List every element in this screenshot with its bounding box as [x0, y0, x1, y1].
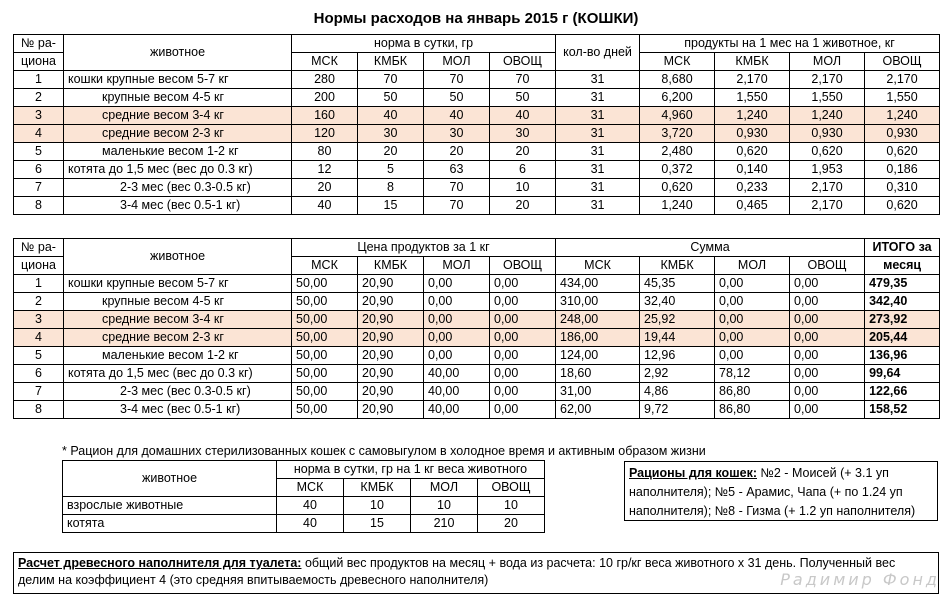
col-mol: МОЛ [790, 53, 865, 71]
price-value: 0,00 [424, 311, 490, 329]
col-kmbk: КМБК [344, 479, 411, 497]
animal-name: средние весом 3-4 кг [64, 311, 292, 329]
col-mol: МОЛ [424, 257, 490, 275]
norm-value: 160 [292, 107, 358, 125]
sum-value: 9,72 [640, 401, 715, 419]
sum-value: 0,00 [790, 293, 865, 311]
col-kmbk: КМБК [358, 53, 424, 71]
norm-value: 70 [358, 71, 424, 89]
header-norm-per-kg: норма в сутки, гр на 1 кг веса животного [277, 461, 545, 479]
norm-value: 20 [292, 179, 358, 197]
ration-number: 1 [14, 275, 64, 293]
days-value: 31 [556, 179, 640, 197]
norm-value: 70 [490, 71, 556, 89]
ration-number: 5 [14, 143, 64, 161]
total-value: 479,35 [865, 275, 940, 293]
sum-value: 62,00 [556, 401, 640, 419]
price-value: 20,90 [358, 293, 424, 311]
price-value: 50,00 [292, 311, 358, 329]
norm-per-kg-value: 10 [344, 497, 411, 515]
norm-value: 8 [358, 179, 424, 197]
norm-value: 63 [424, 161, 490, 179]
price-value: 50,00 [292, 383, 358, 401]
header-ration: № ра- [14, 35, 64, 53]
sum-value: 0,00 [790, 275, 865, 293]
col-mol: МОЛ [424, 53, 490, 71]
norm-value: 30 [358, 125, 424, 143]
header-ration: № ра- [14, 239, 64, 257]
price-value: 50,00 [292, 347, 358, 365]
month-value: 0,372 [640, 161, 715, 179]
table-row [14, 89, 940, 107]
norm-value: 12 [292, 161, 358, 179]
month-value: 2,480 [640, 143, 715, 161]
norm-value: 20 [358, 143, 424, 161]
month-value: 1,240 [865, 107, 940, 125]
month-value: 0,620 [865, 197, 940, 215]
month-value: 0,930 [865, 125, 940, 143]
ration-number: 4 [14, 125, 64, 143]
ration-number: 8 [14, 401, 64, 419]
month-value: 0,310 [865, 179, 940, 197]
sum-value: 86,80 [715, 383, 790, 401]
col-msk: МСК [292, 257, 358, 275]
footnote: * Рацион для домашних стерилизованных кошек с самовыгулом в холодное время и активным образом жизни [62, 444, 706, 458]
table-row [14, 383, 940, 401]
norm-value: 10 [490, 179, 556, 197]
norm-value: 70 [424, 197, 490, 215]
month-value: 0,930 [715, 125, 790, 143]
table-row [14, 125, 940, 143]
ration-number: 2 [14, 89, 64, 107]
sum-value: 18,60 [556, 365, 640, 383]
days-value: 31 [556, 107, 640, 125]
price-value: 0,00 [490, 401, 556, 419]
month-value: 2,170 [865, 71, 940, 89]
month-value: 0,930 [790, 125, 865, 143]
price-value: 0,00 [424, 293, 490, 311]
col-kmbk: КМБК [715, 53, 790, 71]
price-value: 50,00 [292, 275, 358, 293]
month-value: 1,240 [640, 197, 715, 215]
norm-per-kg-value: 10 [478, 497, 545, 515]
norm-value: 50 [490, 89, 556, 107]
animal-name: взрослые животные [63, 497, 277, 515]
sum-value: 0,00 [790, 401, 865, 419]
price-value: 0,00 [490, 293, 556, 311]
table-row [14, 401, 940, 419]
rations-label: Рационы для кошек: [629, 466, 757, 480]
price-value: 0,00 [490, 365, 556, 383]
price-value: 0,00 [490, 311, 556, 329]
cost-table [13, 238, 940, 419]
price-value: 20,90 [358, 275, 424, 293]
animal-name: котята до 1,5 мес (вес до 0.3 кг) [64, 365, 292, 383]
sum-value: 25,92 [640, 311, 715, 329]
month-value: 0,465 [715, 197, 790, 215]
sum-value: 0,00 [715, 275, 790, 293]
table-row [14, 293, 940, 311]
days-value: 31 [556, 89, 640, 107]
page-title: Нормы расходов на январь 2015 г (КОШКИ) [313, 10, 639, 27]
animal-name: средние весом 2-3 кг [64, 125, 292, 143]
col-ovosh: ОВОЩ [490, 53, 556, 71]
norm-value: 50 [358, 89, 424, 107]
price-value: 20,90 [358, 401, 424, 419]
month-value: 2,170 [790, 197, 865, 215]
animal-name: 2-3 мес (вес 0.3-0.5 кг) [64, 179, 292, 197]
price-value: 20,90 [358, 347, 424, 365]
animal-name: котята до 1,5 мес (вес до 0.3 кг) [64, 161, 292, 179]
month-value: 1,240 [715, 107, 790, 125]
month-value: 0,140 [715, 161, 790, 179]
sum-value: 31,00 [556, 383, 640, 401]
norm-per-kg-value: 15 [344, 515, 411, 533]
sum-value: 186,00 [556, 329, 640, 347]
animal-name: кошки крупные весом 5-7 кг [64, 71, 292, 89]
month-value: 0,186 [865, 161, 940, 179]
ration-number: 8 [14, 197, 64, 215]
sum-value: 0,00 [790, 365, 865, 383]
days-value: 31 [556, 161, 640, 179]
calc-label: Расчет древесного наполнителя для туалета: [18, 556, 302, 570]
header-sum: Сумма [556, 239, 865, 257]
total-value: 273,92 [865, 311, 940, 329]
days-value: 31 [556, 143, 640, 161]
month-value: 4,960 [640, 107, 715, 125]
month-value: 1,953 [790, 161, 865, 179]
days-value: 31 [556, 125, 640, 143]
sum-value: 434,00 [556, 275, 640, 293]
price-value: 0,00 [490, 347, 556, 365]
norm-value: 40 [358, 107, 424, 125]
header-ration-2: циона [14, 53, 64, 71]
ration-number: 2 [14, 293, 64, 311]
sum-value: 32,40 [640, 293, 715, 311]
sum-value: 0,00 [715, 329, 790, 347]
col-ovosh: ОВОЩ [478, 479, 545, 497]
animal-name: 3-4 мес (вес 0.5-1 кг) [64, 401, 292, 419]
sum-value: 0,00 [790, 311, 865, 329]
ration-number: 6 [14, 365, 64, 383]
ration-number: 7 [14, 179, 64, 197]
norm-value: 70 [424, 179, 490, 197]
header-price: Цена продуктов за 1 кг [292, 239, 556, 257]
norms-table [13, 34, 940, 215]
total-value: 136,96 [865, 347, 940, 365]
col-mol: МОЛ [411, 479, 478, 497]
col-msk: МСК [277, 479, 344, 497]
sum-value: 0,00 [790, 329, 865, 347]
animal-name: крупные весом 4-5 кг [64, 89, 292, 107]
header-month: продукты на 1 мес на 1 животное, кг [640, 35, 940, 53]
norm-value: 20 [490, 143, 556, 161]
animal-name: маленькие весом 1-2 кг [64, 347, 292, 365]
sum-value: 45,35 [640, 275, 715, 293]
table-row [14, 311, 940, 329]
table-row [14, 143, 940, 161]
price-value: 40,00 [424, 401, 490, 419]
header-animal: животное [64, 35, 292, 71]
animal-name: крупные весом 4-5 кг [64, 293, 292, 311]
sum-value: 0,00 [715, 293, 790, 311]
sum-value: 4,86 [640, 383, 715, 401]
col-msk: МСК [556, 257, 640, 275]
col-ovosh: ОВОЩ [865, 53, 940, 71]
sum-value: 12,96 [640, 347, 715, 365]
ration-number: 6 [14, 161, 64, 179]
month-value: 6,200 [640, 89, 715, 107]
sum-value: 0,00 [715, 311, 790, 329]
col-ovosh: ОВОЩ [790, 257, 865, 275]
price-value: 40,00 [424, 365, 490, 383]
table-row [14, 107, 940, 125]
animal-name: кошки крупные весом 5-7 кг [64, 275, 292, 293]
table-row [14, 179, 940, 197]
month-value: 2,170 [715, 71, 790, 89]
norm-value: 70 [424, 71, 490, 89]
sum-value: 0,00 [790, 383, 865, 401]
table-row [63, 515, 545, 533]
price-value: 0,00 [424, 275, 490, 293]
sum-value: 2,92 [640, 365, 715, 383]
header-days: кол-во дней [556, 35, 640, 71]
animal-name: 2-3 мес (вес 0.3-0.5 кг) [64, 383, 292, 401]
norm-per-kg-value: 10 [411, 497, 478, 515]
ration-number: 7 [14, 383, 64, 401]
total-value: 205,44 [865, 329, 940, 347]
norm-value: 20 [490, 197, 556, 215]
sum-value: 86,80 [715, 401, 790, 419]
ration-number: 1 [14, 71, 64, 89]
norm-value: 280 [292, 71, 358, 89]
animal-name: маленькие весом 1-2 кг [64, 143, 292, 161]
price-value: 0,00 [490, 329, 556, 347]
header-ration-2: циона [14, 257, 64, 275]
header-total: ИТОГО за [865, 239, 940, 257]
ration-number: 3 [14, 107, 64, 125]
norm-per-kg-value: 40 [277, 497, 344, 515]
price-value: 20,90 [358, 383, 424, 401]
price-value: 20,90 [358, 329, 424, 347]
norm-value: 20 [424, 143, 490, 161]
col-mol: МОЛ [715, 257, 790, 275]
price-value: 0,00 [490, 275, 556, 293]
sum-value: 124,00 [556, 347, 640, 365]
norm-per-kg-value: 20 [478, 515, 545, 533]
header-norm: норма в сутки, гр [292, 35, 556, 53]
col-msk: МСК [292, 53, 358, 71]
rations-text: №2 - Моисей (+ 3.1 уп наполнителя); №5 - Арамис, Чапа (+ по 1.24 уп наполнителя); №8 - Гизма (+ 1.2 уп наполнителя) [629, 466, 916, 518]
total-value: 99,64 [865, 365, 940, 383]
col-ovosh: ОВОЩ [490, 257, 556, 275]
sum-value: 248,00 [556, 311, 640, 329]
ration-number: 4 [14, 329, 64, 347]
table-row [14, 365, 940, 383]
norm-value: 6 [490, 161, 556, 179]
price-value: 50,00 [292, 329, 358, 347]
price-value: 0,00 [424, 329, 490, 347]
month-value: 3,720 [640, 125, 715, 143]
month-value: 0,233 [715, 179, 790, 197]
month-value: 0,620 [715, 143, 790, 161]
total-value: 158,52 [865, 401, 940, 419]
ration-number: 5 [14, 347, 64, 365]
month-value: 0,620 [865, 143, 940, 161]
col-kmbk: КМБК [358, 257, 424, 275]
table-row [14, 197, 940, 215]
norm-value: 30 [490, 125, 556, 143]
price-value: 20,90 [358, 365, 424, 383]
header-animal: животное [64, 239, 292, 275]
price-value: 20,90 [358, 311, 424, 329]
price-value: 0,00 [424, 347, 490, 365]
norm-per-kg-value: 210 [411, 515, 478, 533]
col-msk: МСК [640, 53, 715, 71]
month-value: 1,550 [865, 89, 940, 107]
norm-value: 120 [292, 125, 358, 143]
sum-value: 310,00 [556, 293, 640, 311]
price-value: 50,00 [292, 293, 358, 311]
month-value: 0,620 [790, 143, 865, 161]
norm-value: 200 [292, 89, 358, 107]
animal-name: 3-4 мес (вес 0.5-1 кг) [64, 197, 292, 215]
norm-value: 40 [424, 107, 490, 125]
month-value: 0,620 [640, 179, 715, 197]
table-row [14, 329, 940, 347]
header-total-2: месяц [865, 257, 940, 275]
ration-number: 3 [14, 311, 64, 329]
norm-value: 15 [358, 197, 424, 215]
sum-value: 19,44 [640, 329, 715, 347]
month-value: 2,170 [790, 71, 865, 89]
col-kmbk: КМБК [640, 257, 715, 275]
days-value: 31 [556, 197, 640, 215]
month-value: 8,680 [640, 71, 715, 89]
price-value: 50,00 [292, 401, 358, 419]
norm-per-kg-value: 40 [277, 515, 344, 533]
norm-value: 80 [292, 143, 358, 161]
month-value: 1,550 [715, 89, 790, 107]
price-value: 40,00 [424, 383, 490, 401]
rations-box [624, 461, 938, 521]
norm-value: 5 [358, 161, 424, 179]
sum-value: 0,00 [715, 347, 790, 365]
table-row [14, 71, 940, 89]
month-value: 1,240 [790, 107, 865, 125]
price-value: 0,00 [490, 383, 556, 401]
per-kg-norm-table [62, 460, 545, 533]
month-value: 2,170 [790, 179, 865, 197]
table-row [14, 275, 940, 293]
animal-name: средние весом 2-3 кг [64, 329, 292, 347]
total-value: 122,66 [865, 383, 940, 401]
table-row [14, 347, 940, 365]
norm-value: 40 [490, 107, 556, 125]
animal-name: котята [63, 515, 277, 533]
norm-value: 30 [424, 125, 490, 143]
table-row [14, 161, 940, 179]
table-row [63, 497, 545, 515]
sum-value: 78,12 [715, 365, 790, 383]
animal-name: средние весом 3-4 кг [64, 107, 292, 125]
month-value: 1,550 [790, 89, 865, 107]
days-value: 31 [556, 71, 640, 89]
price-value: 50,00 [292, 365, 358, 383]
total-value: 342,40 [865, 293, 940, 311]
norm-value: 40 [292, 197, 358, 215]
calc-text: общий вес продуктов на месяц + вода из расчета: 10 гр/кг веса животного х 31 день. Полученный вес делим на коэффициент 4 (это средняя впитываемость древесного наполнителя) [18, 556, 896, 587]
sum-value: 0,00 [790, 347, 865, 365]
watermark: Радимир Фонд [780, 570, 940, 589]
norm-value: 50 [424, 89, 490, 107]
header-animal: животное [63, 461, 277, 497]
